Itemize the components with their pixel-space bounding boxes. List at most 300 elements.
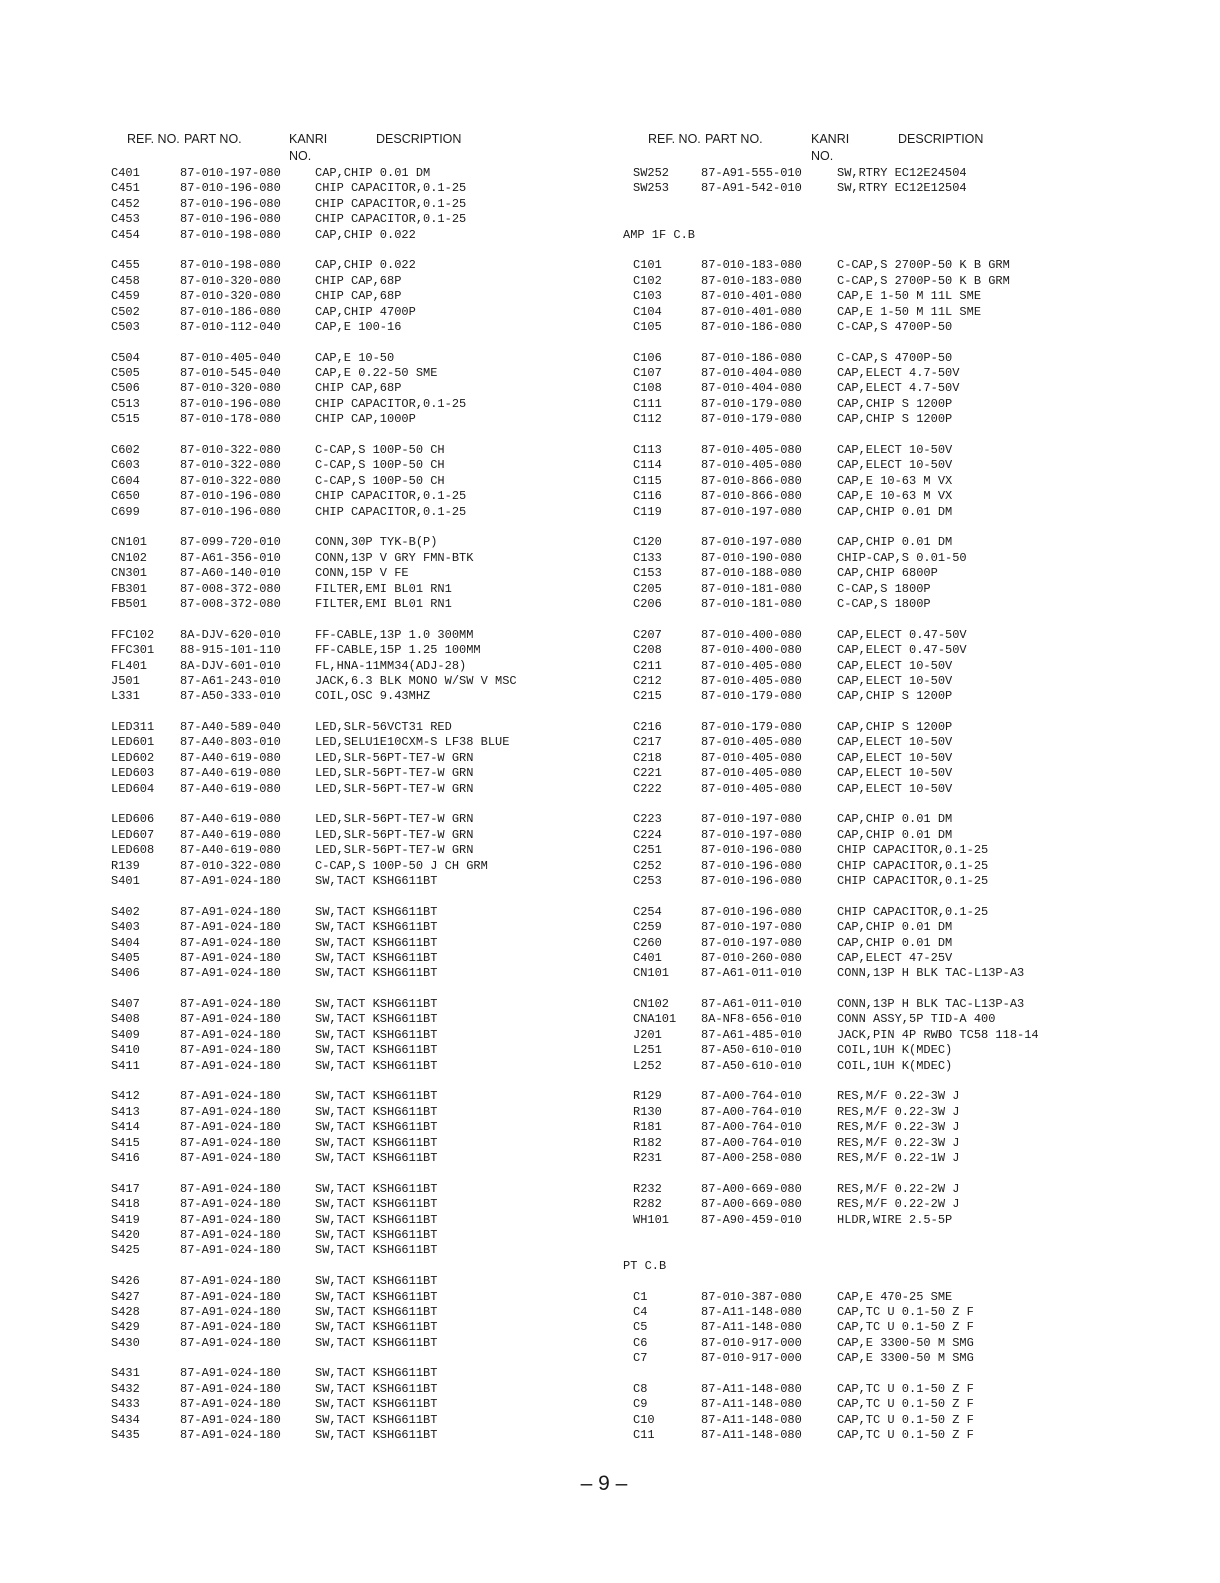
ref-no-cell: CNA101 [633,1012,677,1027]
parts-rows [623,166,1039,1443]
part-no-cell: 87-010-112-040 [180,319,281,334]
ref-no-cell: L252 [633,1058,662,1073]
part-no-cell: 87-010-179-080 [701,412,802,427]
description-cell: CHIP CAPACITOR,0.1-25 [315,504,467,519]
part-no-header: PART NO. [184,132,242,146]
part-no-cell: 87-010-196-080 [180,504,281,519]
description-cell: C-CAP,S 100P-50 CH [315,443,445,458]
part-no-cell: 87-010-181-080 [701,581,802,596]
table-row [631,1304,974,1320]
description-cell: LED,SLR-56PT-TE7-W GRN [315,812,474,827]
table-row [631,596,931,612]
kanri-header: KANRI [811,132,850,146]
ref-no-cell: LED604 [111,781,155,796]
ref-no-cell: R130 [633,1104,662,1119]
ref-no-cell: C602 [111,443,140,458]
description-cell: CONN,30P TYK-B(P) [315,535,438,550]
row-spacer [631,243,703,258]
part-no-cell: 87-010-181-080 [701,596,802,611]
ref-no-cell: C253 [633,873,662,888]
part-no-cell: 87-010-186-080 [701,319,802,334]
ref-no-cell: S418 [111,1197,140,1212]
description-cell: SW,TACT KSHG611BT [315,950,438,965]
part-no-cell: 87-A00-764-010 [701,1089,802,1104]
ref-no-cell: C133 [633,550,662,565]
part-no-cell: 87-A91-024-180 [180,1212,281,1227]
ref-no-cell: C218 [633,750,662,765]
ref-no-cell: C650 [111,489,140,504]
part-no-cell: 87-A60-140-010 [180,566,281,581]
ref-no-cell: C205 [633,581,662,596]
ref-no-cell: C504 [111,350,140,365]
ref-no-cell: C115 [633,473,662,488]
part-no-cell: 87-010-322-080 [180,458,281,473]
description-cell: CAP,CHIP S 1200P [837,412,953,427]
part-no-cell: 87-A40-619-080 [180,750,281,765]
part-no-cell: 87-010-405-080 [701,781,802,796]
part-no-cell: 87-A50-333-010 [180,689,281,704]
ref-no-cell: S412 [111,1089,140,1104]
part-no-cell: 87-010-186-080 [701,350,802,365]
part-no-cell: 87-A00-764-010 [701,1120,802,1135]
table-row [631,319,953,335]
part-no-cell: 87-010-401-080 [701,304,802,319]
ref-no-cell: FB501 [111,596,148,611]
part-no-cell: 87-010-322-080 [180,858,281,873]
ref-no-cell: S433 [111,1397,140,1412]
description-cell: SW,TACT KSHG611BT [315,920,438,935]
part-no-cell: 87-A61-356-010 [180,550,281,565]
description-cell: CAP,E 10-63 M VX [837,489,953,504]
part-no-cell: 87-A91-542-010 [701,181,802,196]
part-no-cell: 87-010-197-080 [701,535,802,550]
table-row [631,489,953,504]
part-no-cell: 87-A91-024-180 [180,920,281,935]
ref-no-cell: J201 [633,1027,662,1042]
description-cell: RES,M/F 0.22-3W J [837,1089,960,1104]
part-no-cell: 87-A61-243-010 [180,673,281,688]
part-no-cell: 87-010-179-080 [701,396,802,411]
description-cell: CHIP-CAP,S 0.01-50 [837,550,967,565]
table-row [631,827,953,843]
ref-no-cell: C9 [633,1397,648,1412]
description-cell: CAP,E 0.22-50 SME [315,366,438,381]
part-no-cell: 87-A91-024-180 [180,1397,281,1412]
table-row [631,258,1010,273]
part-no-cell: 87-010-405-040 [180,350,281,365]
ref-no-cell: C451 [111,181,140,196]
ref-no-cell: S415 [111,1135,140,1150]
ref-no-cell: C217 [633,735,662,750]
ref-no-cell: C224 [633,827,662,842]
description-cell: C-CAP,S 4700P-50 [837,350,953,365]
ref-no-cell: FL401 [111,658,148,673]
description-cell: CAP,ELECT 10-50V [837,781,953,796]
ref-no-cell: S427 [111,1289,140,1304]
ref-no-cell: C513 [111,396,140,411]
ref-no-cell: C1 [633,1289,648,1304]
ref-no-cell: WH101 [633,1212,670,1227]
row-spacer [631,889,703,904]
ref-no-cell: C108 [633,381,662,396]
table-row [631,920,953,935]
part-no-cell: 87-A91-024-180 [180,1289,281,1304]
part-no-cell: 87-010-404-080 [701,366,802,381]
ref-no-cell: C113 [633,443,662,458]
ref-no-cell: S401 [111,873,140,888]
ref-no-cell: C401 [111,166,140,180]
part-no-cell: 87-010-188-080 [701,566,802,581]
description-cell: CAP,CHIP S 1200P [837,689,953,704]
ref-no-cell: LED607 [111,827,155,842]
table-row [631,1151,960,1166]
description-cell: SW,TACT KSHG611BT [315,1212,438,1227]
part-no-cell: 87-A40-619-080 [180,766,281,781]
description-cell: CAP,ELECT 10-50V [837,766,953,781]
part-no-cell: 87-A91-024-180 [180,1366,281,1381]
ref-no-cell: C5 [633,1320,648,1335]
table-row [631,966,1025,981]
table-row [631,166,967,181]
description-cell: RES,M/F 0.22-2W J [837,1197,960,1212]
row-spacer [631,520,703,535]
description-cell: CAP,ELECT 10-50V [837,735,953,750]
description-cell: CHIP CAP,1000P [315,412,416,427]
part-no-cell: 87-A91-024-180 [180,904,281,919]
description-cell: CHIP CAPACITOR,0.1-25 [315,196,467,211]
part-no-cell: 87-010-197-080 [701,812,802,827]
ref-no-cell: C452 [111,196,140,211]
description-cell: CAP,ELECT 10-50V [837,443,953,458]
ref-no-cell: C604 [111,473,140,488]
ref-no-cell: C603 [111,458,140,473]
table-row [631,673,953,689]
ref-no-cell: C215 [633,689,662,704]
table-row [631,1120,960,1135]
part-no-cell: 87-010-183-080 [701,258,802,273]
part-no-cell: 87-A91-024-180 [180,1227,281,1242]
ref-no-cell: C699 [111,504,140,519]
kanri-no-header: NO. [811,149,834,163]
part-no-cell: 87-A61-011-010 [701,997,802,1012]
part-no-cell: 87-010-320-080 [180,273,281,288]
part-no-cell: 87-A11-148-080 [701,1381,802,1396]
ref-no-cell: SW252 [633,166,670,180]
description-cell: SW,TACT KSHG611BT [315,1120,438,1135]
part-no-cell: 87-010-197-080 [701,827,802,842]
part-no-cell: 87-010-917-000 [701,1335,802,1350]
part-no-cell: 87-010-196-080 [180,212,281,227]
description-cell: CAP,CHIP 0.01 DM [837,812,953,827]
description-cell: C-CAP,S 4700P-50 [837,319,953,334]
description-cell: SW,TACT KSHG611BT [315,904,438,919]
part-no-cell: 87-010-405-080 [701,735,802,750]
part-no-cell: 87-010-183-080 [701,273,802,288]
row-spacer [631,1243,703,1258]
description-cell: LED,SLR-56PT-TE7-W GRN [315,766,474,781]
description-cell: CAP,TC U 0.1-50 Z F [837,1412,974,1427]
ref-no-cell: C116 [633,489,662,504]
ref-no-header: REF. NO. [648,132,701,146]
ref-no-cell: R182 [633,1135,662,1150]
ref-no-cell: C401 [633,950,662,965]
part-no-cell: 87-010-196-080 [180,196,281,211]
part-no-cell: 87-A40-619-080 [180,781,281,796]
description-cell: C-CAP,S 100P-50 CH [315,473,445,488]
description-cell: CAP,TC U 0.1-50 Z F [837,1428,974,1443]
description-cell: CAP,E 10-50 [315,350,395,365]
part-no-cell: 87-010-405-080 [701,458,802,473]
table-row [631,904,989,920]
table-row [631,473,953,489]
description-cell: CAP,CHIP 0.01 DM [837,827,953,842]
description-cell: CAP,E 10-63 M VX [837,473,953,488]
table-row [631,412,953,427]
ref-no-cell: C111 [633,396,662,411]
ref-no-cell: S402 [111,904,140,919]
description-cell: CONN,13P V GRY FMN-BTK [315,550,474,565]
part-no-cell: 8A-NF8-656-010 [701,1012,802,1027]
description-cell: CAP,ELECT 10-50V [837,658,953,673]
ref-no-cell: C251 [633,843,662,858]
part-no-cell: 87-010-197-080 [701,935,802,950]
part-no-cell: 87-010-866-080 [701,473,802,488]
description-cell: SW,TACT KSHG611BT [315,1335,438,1350]
part-no-cell: 87-A11-148-080 [701,1320,802,1335]
part-no-cell: 87-A11-148-080 [701,1304,802,1319]
ref-no-cell: L251 [633,1043,662,1058]
description-cell: CONN ASSY,5P TID-A 400 [837,1012,996,1027]
part-no-cell: 87-010-320-080 [180,289,281,304]
ref-no-cell: C252 [633,858,662,873]
ref-no-cell: LED603 [111,766,155,781]
ref-no-cell: C453 [111,212,140,227]
table-row [631,1197,960,1212]
ref-no-cell: S431 [111,1366,140,1381]
description-cell: SW,TACT KSHG611BT [315,1058,438,1073]
table-row [631,1027,1039,1043]
table-row [631,443,953,458]
ref-no-cell: C102 [633,273,662,288]
part-no-cell: 87-A91-024-180 [180,1320,281,1335]
description-cell: LED,SLR-56PT-TE7-W GRN [315,827,474,842]
table-row [631,181,967,196]
table-row [631,1381,974,1397]
part-no-cell: 87-A91-024-180 [180,1304,281,1319]
table-row [631,858,989,874]
part-no-cell: 87-010-196-080 [180,181,281,196]
description-cell: COIL,1UH K(MDEC) [837,1058,953,1073]
description-cell: FILTER,EMI BL01 RN1 [315,596,452,611]
part-no-cell: 87-A40-589-040 [180,720,281,735]
description-cell: SW,TACT KSHG611BT [315,1428,438,1443]
part-no-cell: 87-010-322-080 [180,473,281,488]
description-cell: CHIP CAPACITOR,0.1-25 [315,181,467,196]
part-no-cell: 87-008-372-080 [180,596,281,611]
ref-no-cell: R231 [633,1151,662,1165]
ref-no-cell: C8 [633,1381,648,1396]
ref-no-cell: S430 [111,1335,140,1350]
part-no-cell: 87-010-260-080 [701,950,802,965]
description-cell: RES,M/F 0.22-3W J [837,1104,960,1119]
part-no-cell: 87-010-198-080 [180,227,281,242]
table-row [631,950,953,966]
description-cell: SW,TACT KSHG611BT [315,1104,438,1119]
part-no-cell: 8A-DJV-601-010 [180,658,281,673]
part-no-cell: 88-915-101-110 [180,643,281,658]
ref-no-cell: S435 [111,1428,140,1443]
table-row [631,1428,974,1443]
description-cell: CHIP CAP,68P [315,289,402,304]
ref-no-cell: L331 [111,689,140,704]
part-no-cell: 87-A91-024-180 [180,1120,281,1135]
ref-no-cell: C503 [111,319,140,334]
row-spacer [631,212,703,227]
ref-no-cell: C120 [633,535,662,550]
ref-no-cell: C254 [633,904,662,919]
part-no-cell: 87-A91-024-180 [180,935,281,950]
description-cell: RES,M/F 0.22-3W J [837,1120,960,1135]
description-cell: CAP,E 3300-50 M SMG [837,1335,974,1350]
part-no-cell: 87-A91-024-180 [180,1104,281,1119]
description-cell: SW,TACT KSHG611BT [315,1412,438,1427]
description-cell: COIL,1UH K(MDEC) [837,1043,953,1058]
ref-no-cell: C6 [633,1335,648,1350]
ref-no-cell: C455 [111,258,140,273]
part-no-cell: 87-A40-803-010 [180,735,281,750]
description-cell: CAP,CHIP 0.01 DM [837,935,953,950]
section-title: PT C.B [623,1258,667,1273]
part-no-cell: 87-010-917-000 [701,1351,802,1366]
description-cell: CHIP CAPACITOR,0.1-25 [837,873,989,888]
part-no-cell: 87-A91-024-180 [180,1135,281,1150]
table-row [631,350,953,366]
ref-no-cell: S432 [111,1381,140,1396]
description-cell: SW,TACT KSHG611BT [315,1027,438,1042]
part-no-cell: 87-010-196-080 [180,396,281,411]
description-cell: CONN,13P H BLK TAC-L13P-A3 [837,966,1025,981]
row-spacer [631,197,703,212]
description-cell: CAP,ELECT 10-50V [837,750,953,765]
description-cell: FILTER,EMI BL01 RN1 [315,581,452,596]
description-cell: SW,TACT KSHG611BT [315,1320,438,1335]
ref-no-cell: C112 [633,412,662,427]
ref-no-cell: C206 [633,596,662,611]
table-row [631,396,953,412]
ref-no-cell: R282 [633,1197,662,1212]
ref-no-cell: C208 [633,643,662,658]
description-cell: SW,TACT KSHG611BT [315,1227,438,1242]
part-no-cell: 87-010-405-080 [701,658,802,673]
description-header: DESCRIPTION [376,132,462,146]
description-cell: SW,TACT KSHG611BT [315,1197,438,1212]
table-header [631,130,984,166]
description-cell: SW,TACT KSHG611BT [315,1289,438,1304]
table-row [631,1135,960,1151]
description-cell: FF-CABLE,13P 1.0 300MM [315,627,474,642]
ref-no-cell: J501 [111,673,140,688]
part-no-cell: 87-010-190-080 [701,550,802,565]
part-no-cell: 87-010-545-040 [180,366,281,381]
part-no-cell: 87-A91-024-180 [180,1043,281,1058]
description-cell: SW,TACT KSHG611BT [315,935,438,950]
row-spacer [631,1228,703,1243]
ref-no-cell: S419 [111,1212,140,1227]
part-no-cell: 87-A11-148-080 [701,1397,802,1412]
table-row [631,1181,960,1197]
ref-no-cell: S409 [111,1027,140,1042]
row-spacer [631,335,703,350]
ref-no-cell: S404 [111,935,140,950]
part-no-cell: 87-A91-555-010 [701,166,802,180]
table-row [631,1104,960,1120]
part-no-cell: 87-A11-148-080 [701,1412,802,1427]
description-cell: CHIP CAPACITOR,0.1-25 [315,212,467,227]
ref-no-cell: S411 [111,1058,140,1073]
ref-no-cell: C212 [633,673,662,688]
ref-no-cell: CN102 [633,997,670,1012]
table-row [631,1212,953,1228]
ref-no-cell: S406 [111,966,140,981]
part-no-cell: 87-010-866-080 [701,489,802,504]
part-no-cell: 87-A91-024-180 [180,1197,281,1212]
part-no-header: PART NO. [705,132,763,146]
table-row [631,1012,996,1027]
part-no-cell: 87-010-179-080 [701,720,802,735]
ref-no-cell: S428 [111,1304,140,1319]
description-cell: CAP,ELECT 4.7-50V [837,381,960,396]
part-no-cell: 8A-DJV-620-010 [180,627,281,642]
table-row [631,535,953,550]
description-cell: LED,SLR-56PT-TE7-W GRN [315,843,474,858]
part-no-cell: 87-A91-024-180 [180,1412,281,1427]
ref-no-cell: C260 [633,935,662,950]
description-cell: C-CAP,S 100P-50 J CH GRM [315,858,488,873]
ref-no-cell: CN102 [111,550,148,565]
description-cell: CONN,13P H BLK TAC-L13P-A3 [837,997,1025,1012]
table-row [631,843,989,858]
kanri-header: KANRI [289,132,328,146]
ref-no-cell: LED601 [111,735,155,750]
table-row [631,873,989,889]
part-no-cell: 87-A00-669-080 [701,1181,802,1196]
table-row [631,935,953,951]
table-row [631,458,953,473]
ref-no-cell: C4 [633,1304,648,1319]
description-cell: SW,TACT KSHG611BT [315,1274,438,1289]
ref-no-cell: C211 [633,658,662,673]
part-no-cell: 87-A91-024-180 [180,1151,281,1165]
table-row [631,1043,953,1058]
table-row [631,689,953,704]
ref-no-cell: C104 [633,304,662,319]
part-no-cell: 87-A40-619-080 [180,812,281,827]
description-cell: CAP,E 3300-50 M SMG [837,1351,974,1366]
description-cell: FL,HNA-11MM34(ADJ-28) [315,658,467,673]
description-cell: CAP,TC U 0.1-50 Z F [837,1304,974,1319]
description-cell: CHIP CAP,68P [315,381,402,396]
ref-no-cell: R232 [633,1181,662,1196]
description-cell: CHIP CAPACITOR,0.1-25 [837,904,989,919]
description-cell: FF-CABLE,15P 1.25 100MM [315,643,481,658]
row-spacer [631,1074,703,1089]
ref-no-cell: C221 [633,766,662,781]
description-cell: SW,RTRY EC12E24504 [837,166,967,180]
description-cell: SW,TACT KSHG611BT [315,1366,438,1381]
kanri-no-header: NO. [289,149,312,163]
ref-no-cell: C459 [111,289,140,304]
ref-no-cell: C506 [111,381,140,396]
